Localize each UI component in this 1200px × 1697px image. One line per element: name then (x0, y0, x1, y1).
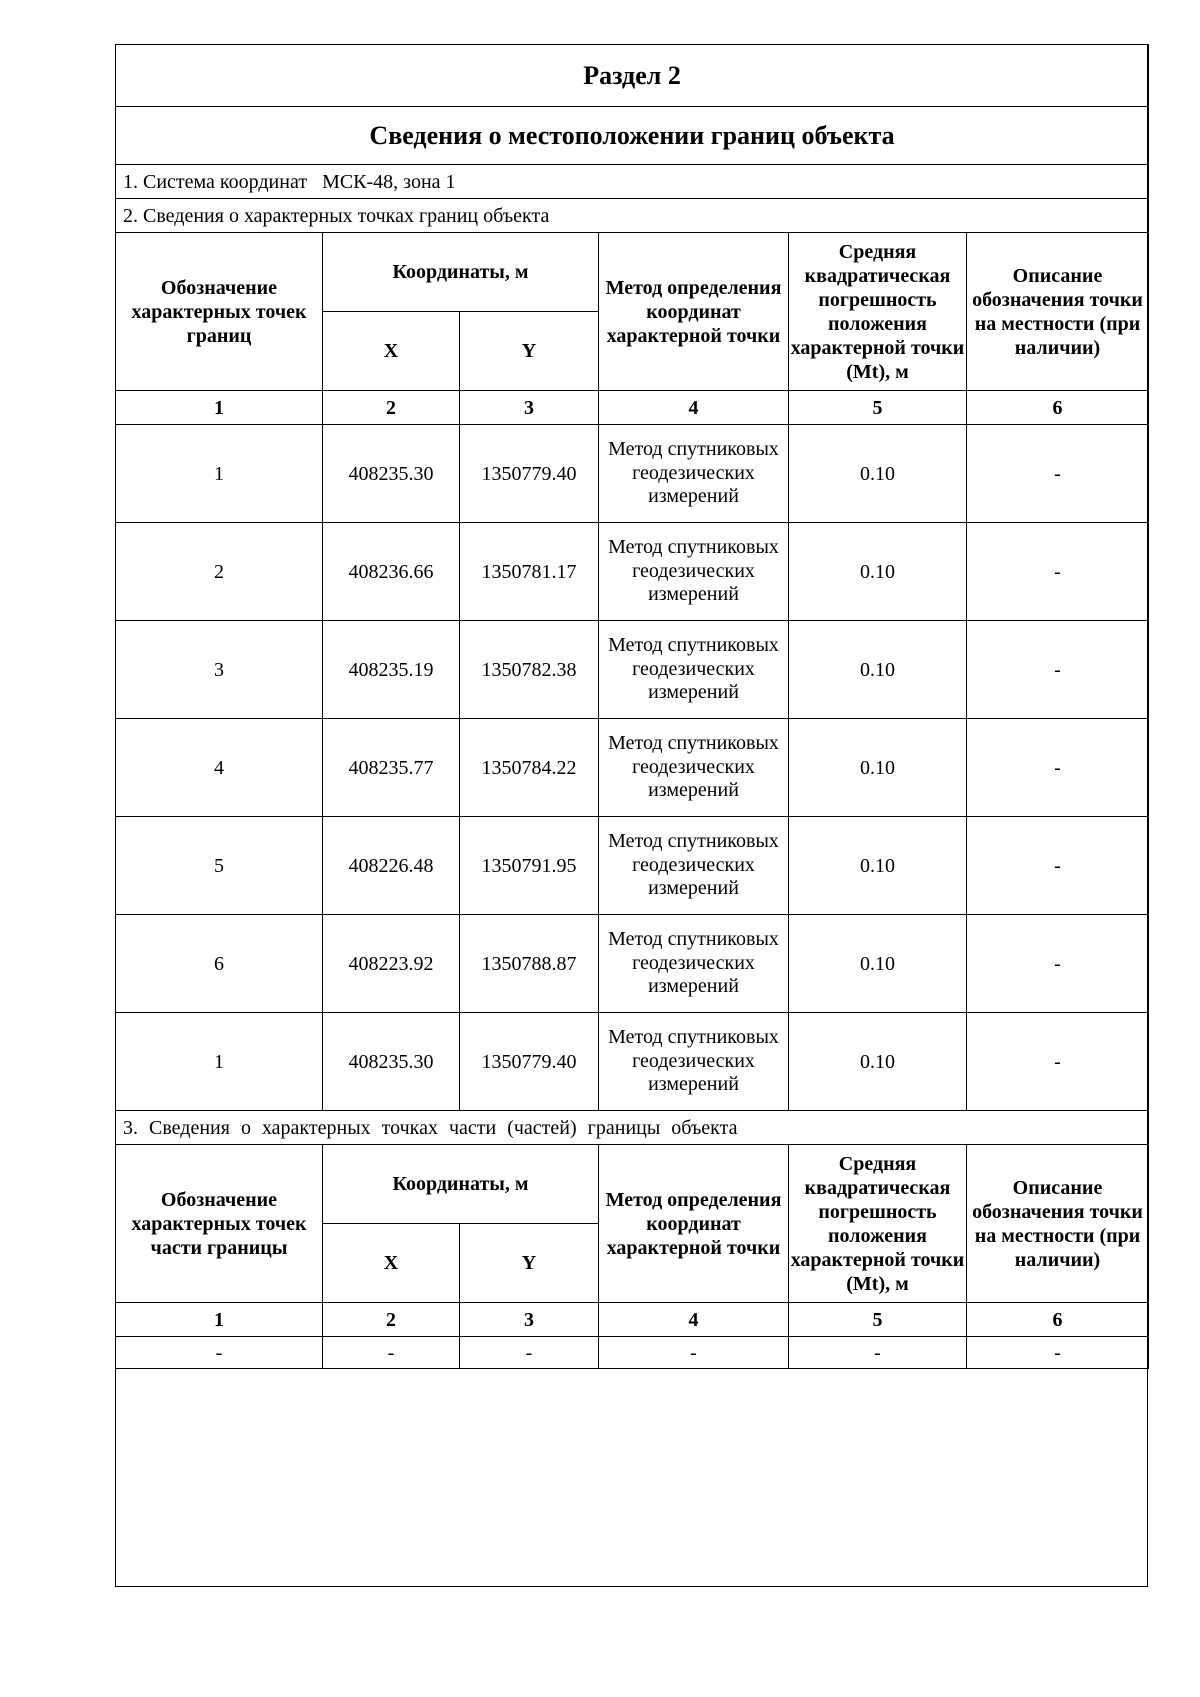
section-table (115, 44, 1149, 1369)
y-cell: 1350781.17 (460, 523, 599, 621)
table2-header-designation: Обозначение характерных точек части границы (116, 1145, 323, 1303)
method-cell: Метод спутниковых геодезических измерений (599, 425, 789, 523)
x-cell: 408235.19 (323, 621, 460, 719)
table-row (116, 1337, 1149, 1369)
mt-cell: 0.10 (789, 817, 967, 915)
x-cell: 408235.30 (323, 1013, 460, 1111)
table1-header-y: Y (460, 312, 599, 391)
y-cell: 1350784.22 (460, 719, 599, 817)
table-row (116, 719, 1149, 817)
table2-colnum: 4 (599, 1303, 789, 1337)
table-row (116, 1013, 1149, 1111)
desc-cell: - (967, 719, 1149, 817)
method-cell: Метод спутниковых геодезических измерений (599, 817, 789, 915)
x-cell: 408223.92 (323, 915, 460, 1013)
mt-cell: 0.10 (789, 523, 967, 621)
desc-cell: - (967, 523, 1149, 621)
desc-cell: - (967, 425, 1149, 523)
mt-cell: - (789, 1337, 967, 1369)
section-title: Раздел 2 (116, 45, 1149, 107)
point-cell: 1 (116, 425, 323, 523)
table-row (116, 817, 1149, 915)
method-cell: Метод спутниковых геодезических измерений (599, 915, 789, 1013)
y-cell: 1350782.38 (460, 621, 599, 719)
table2-header-x: X (323, 1224, 460, 1303)
table1-header-coords: Координаты, м (323, 233, 599, 312)
table1-heading: 2. Сведения о характерных точках границ объекта (116, 199, 1149, 233)
table2-colnum: 3 (460, 1303, 599, 1337)
x-cell: - (323, 1337, 460, 1369)
method-cell: Метод спутниковых геодезических измерений (599, 523, 789, 621)
point-cell: - (116, 1337, 323, 1369)
table-row (116, 621, 1149, 719)
table1-header-description: Описание обозначения точки на местности (при наличии) (967, 233, 1149, 391)
point-cell: 3 (116, 621, 323, 719)
table2-colnum: 2 (323, 1303, 460, 1337)
y-cell: 1350788.87 (460, 915, 599, 1013)
table1-colnum: 5 (789, 391, 967, 425)
y-cell: 1350779.40 (460, 425, 599, 523)
table1-colnum: 1 (116, 391, 323, 425)
coord-system-value: МСК-48, зона 1 (322, 170, 456, 193)
method-cell: Метод спутниковых геодезических измерений (599, 719, 789, 817)
mt-cell: 0.10 (789, 719, 967, 817)
point-cell: 6 (116, 915, 323, 1013)
method-cell: Метод спутниковых геодезических измерений (599, 1013, 789, 1111)
table2-header-error: Средняя квадратическая погрешность положения характерной точки (Mt), м (789, 1145, 967, 1303)
desc-cell: - (967, 1013, 1149, 1111)
desc-cell: - (967, 817, 1149, 915)
desc-cell: - (967, 621, 1149, 719)
coord-system-label: 1. Система координат (123, 170, 308, 193)
table1-colnum: 6 (967, 391, 1149, 425)
table2-heading: 3. Сведения о характерных точках части (частей) границы объекта (116, 1111, 1149, 1145)
desc-cell: - (967, 1337, 1149, 1369)
table1-colnum: 4 (599, 391, 789, 425)
y-cell: 1350791.95 (460, 817, 599, 915)
table1-header-x: X (323, 312, 460, 391)
desc-cell: - (967, 915, 1149, 1013)
table2-colnum: 6 (967, 1303, 1149, 1337)
table1-header-error: Средняя квадратическая погрешность положения характерной точки (Mt), м (789, 233, 967, 391)
x-cell: 408235.77 (323, 719, 460, 817)
mt-cell: 0.10 (789, 1013, 967, 1111)
x-cell: 408226.48 (323, 817, 460, 915)
table-row (116, 425, 1149, 523)
table1-header-designation: Обозначение характерных точек границ (116, 233, 323, 391)
y-cell: 1350779.40 (460, 1013, 599, 1111)
table1-colnum: 3 (460, 391, 599, 425)
method-cell: - (599, 1337, 789, 1369)
table-row (116, 915, 1149, 1013)
point-cell: 2 (116, 523, 323, 621)
table2-header-coords: Координаты, м (323, 1145, 599, 1224)
table2-colnum: 5 (789, 1303, 967, 1337)
x-cell: 408235.30 (323, 425, 460, 523)
mt-cell: 0.10 (789, 621, 967, 719)
table-row (116, 523, 1149, 621)
mt-cell: 0.10 (789, 425, 967, 523)
x-cell: 408236.66 (323, 523, 460, 621)
table1-header-method: Метод определения координат характерной точки (599, 233, 789, 391)
mt-cell: 0.10 (789, 915, 967, 1013)
table2-header-description: Описание обозначения точки на местности (при наличии) (967, 1145, 1149, 1303)
point-cell: 5 (116, 817, 323, 915)
point-cell: 4 (116, 719, 323, 817)
section-subtitle: Сведения о местоположении границ объекта (116, 107, 1149, 165)
point-cell: 1 (116, 1013, 323, 1111)
table2-header-y: Y (460, 1224, 599, 1303)
table2-header-method: Метод определения координат характерной точки (599, 1145, 789, 1303)
table1-colnum: 2 (323, 391, 460, 425)
coord-system-line (116, 165, 1149, 199)
y-cell: - (460, 1337, 599, 1369)
method-cell: Метод спутниковых геодезических измерений (599, 621, 789, 719)
table2-colnum: 1 (116, 1303, 323, 1337)
